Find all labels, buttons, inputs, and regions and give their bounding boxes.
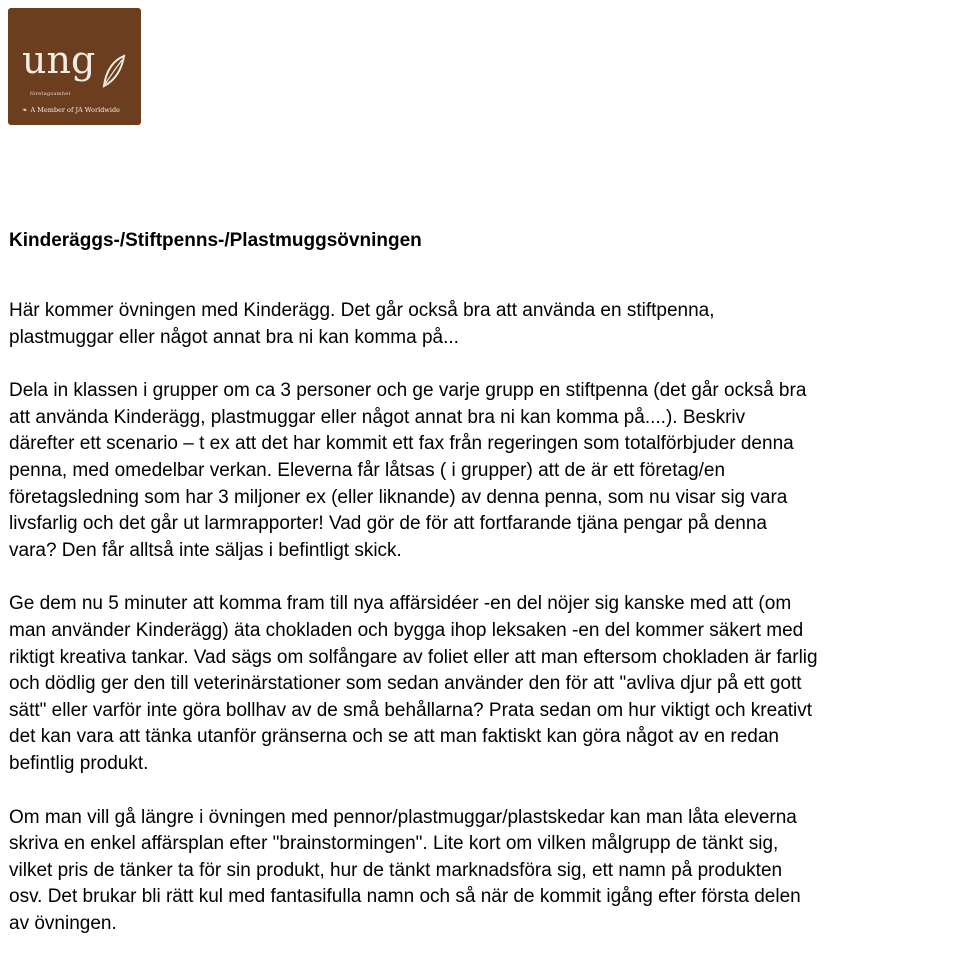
ung-logo [8, 8, 141, 125]
paragraph-extension: Om man vill gå längre i övningen med pennor/plastmuggar/plastskedar kan man låta eleverna skriva en enkel affärsplan efter "brainstormingen". Lite kort om vilken målgrupp de tänkt sig, vilket pris de tänker ta för sin produkt, hur de tänkt marknadsföra sig, ett namn på produkten osv. Det brukar bli rätt kul med fantasifulla namn och så när de kommit igång efter första delen av övningen. [9, 806, 801, 934]
logo-tagline-text: A Member of JA Worldwide [30, 106, 120, 114]
logo-tagline [22, 106, 120, 114]
document-title: Kinderäggs-/Stiftpenns-/Plastmuggsövningen [9, 230, 422, 251]
logo-subtitle: företagsamhet [30, 91, 71, 97]
document-body [9, 227, 960, 964]
paragraph-intro: Här kommer övningen med Kinderägg. Det går också bra att använda en stiftpenna, plastmuggar eller något annat bra ni kan komma på... [9, 300, 715, 348]
ja-mark-icon: ❧ [22, 106, 28, 114]
paragraph-instructions: Dela in klassen i grupper om ca 3 personer och ge varje grupp en stiftpenna (det går också bra att använda Kinderägg, plastmuggar eller något annat bra ni kan komma på....). Beskriv därefter ett scenario – t ex att det har kommit ett fax från regeringen som totalförbjuder denna penna, med omedelbar verkan. Eleverna får låtsas ( i grupper) att de är ett företag/en företagsledning som har 3 miljoner ex (eller liknande) av denna penna, som nu visar sig vara livsfarlig och det går ut larmrapporter! Vad gör de för att fortfarande tjäna pengar på denna vara? Den får alltså inte säljas i befintligt skick. [9, 380, 807, 561]
leaf-icon [100, 52, 128, 92]
paragraph-ideas: Ge dem nu 5 minuter att komma fram till nya affärsidéer -en del nöjer sig kanske med att (om man använder Kinderägg) äta chokladen och bygga ihop leksaken -en del kommer säkert med riktigt kreativa tankar. Vad sägs om solfångare av foliet eller att man eftersom chokladen är farlig och dödlig ger den till veterinärstationer som sedan använder den för att "avliva djur på ett gott sätt" eller varför inte göra bollhav av de små behållarna? Prata sedan om hur viktigt och kreativt det kan vara att tänka utanför gränserna och se att man faktiskt kan göra något av en redan befintlig produkt. [9, 593, 818, 774]
logo-wordmark: ung [22, 38, 96, 82]
